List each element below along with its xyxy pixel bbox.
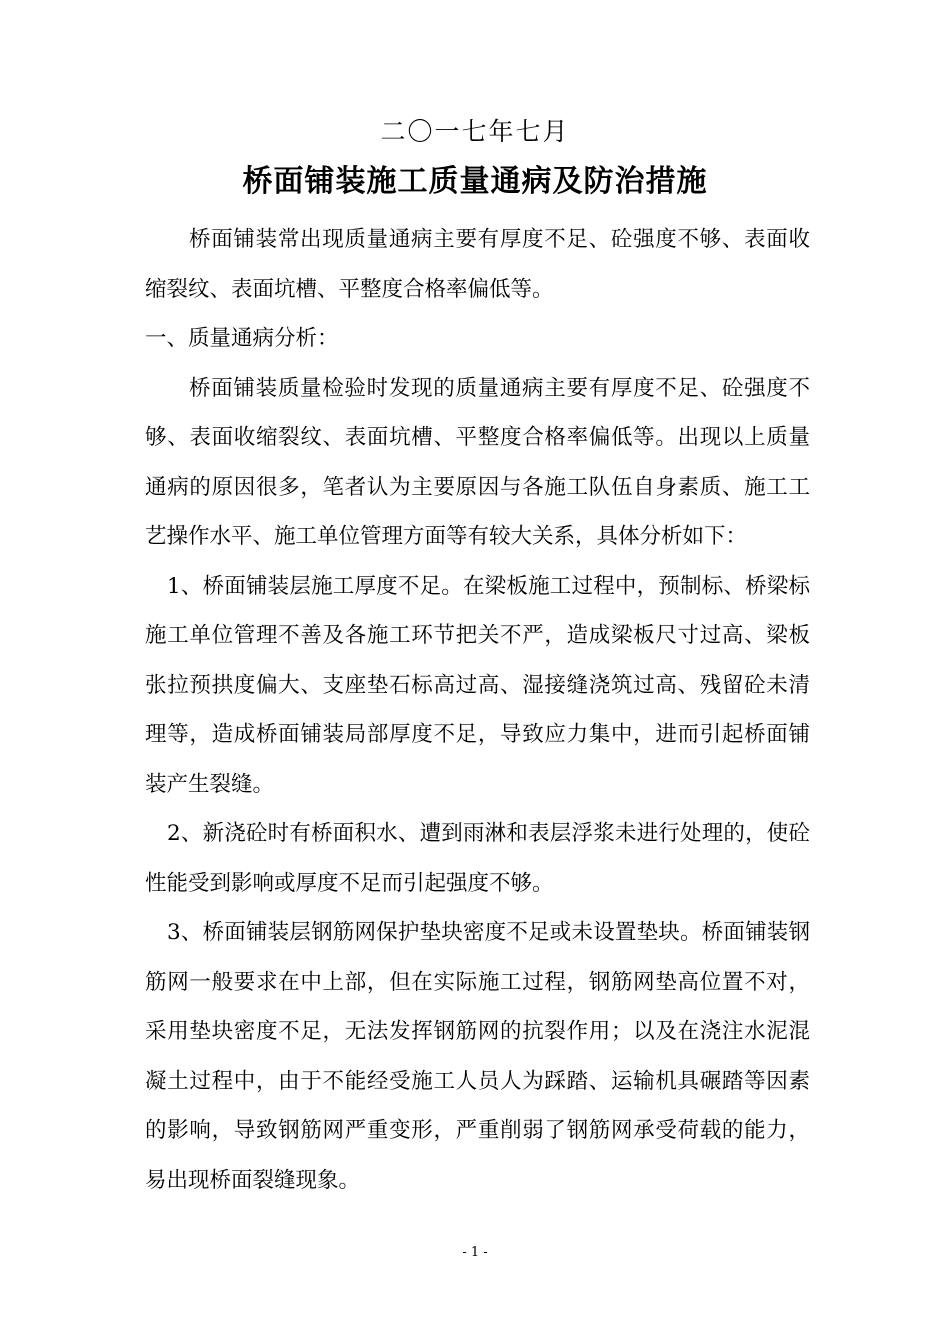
cause-item-1: 1、桥面铺装层施工厚度不足。在梁板施工过程中，预制标、桥梁标施工单位管理不善及各施工环节把关不严，造成梁板尺寸过高、梁板张拉预拱度偏大、支座垫石标高过高、湿接缝浇筑过高、残留砼未清理等，造成桥面铺装局部厚度不足，导致应力集中，进而引起桥面铺装产生裂缝。 bbox=[145, 573, 810, 797]
cause-item-3: 3、桥面铺装层钢筋网保护垫块密度不足或未设置垫块。桥面铺装钢筋网一般要求在中上部，但在实际施工过程，钢筋网垫高位置不对，采用垫块密度不足，无法发挥钢筋网的抗裂作用；以及在浇注水泥混凝土过程中，由于不能经受施工人员人为踩踏、运输机具碾踏等因素的影响，导致钢筋网严重变形，严重削弱了钢筋网承受荷载的能力，易出现桥面裂缝现象。 bbox=[145, 920, 810, 1193]
document-date: 二〇一七年七月 bbox=[380, 117, 570, 146]
section-heading: 一、质量通病分析： bbox=[145, 326, 339, 351]
document-title: 桥面铺装施工质量通病及防治措施 bbox=[242, 164, 708, 199]
analysis-paragraph: 桥面铺装质量检验时发现的质量通病主要有厚度不足、砼强度不够、表面收缩裂纹、表面坑槽、平整度合格率偏低等。出现以上质量通病的原因很多，笔者认为主要原因与各施工队伍自身素质、施工工艺操作水平、施工单位管理方面等有较大关系，具体分析如下： bbox=[145, 375, 810, 549]
intro-paragraph: 桥面铺装常出现质量通病主要有厚度不足、砼强度不够、表面收缩裂纹、表面坑槽、平整度合格率偏低等。 bbox=[145, 227, 810, 302]
document-body bbox=[145, 215, 810, 1205]
page-number: - 1 - bbox=[462, 1245, 488, 1260]
cause-item-2: 2、新浇砼时有桥面积水、遭到雨淋和表层浮浆未进行处理的，使砼性能受到影响或厚度不足而引起强度不够。 bbox=[145, 821, 810, 896]
